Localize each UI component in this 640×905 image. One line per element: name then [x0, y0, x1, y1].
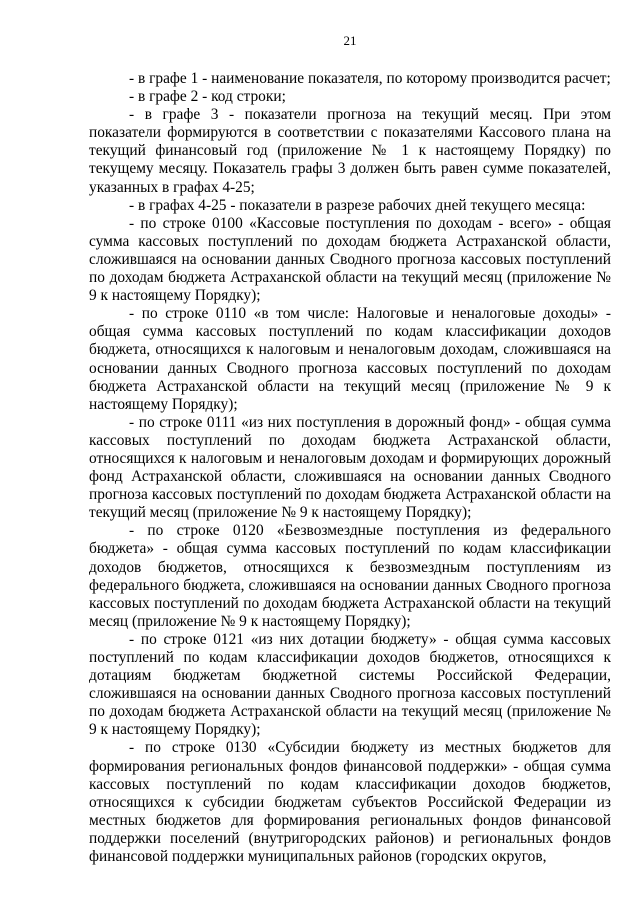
paragraph-column-1: - в графе 1 - наименование показателя, по которому производится расчет; — [129, 70, 611, 87]
paragraph-row-0110: - по строке 0110 «в том числе: Налоговые и неналоговые доходы» - общая сумма кассовых поступлений по кодам классификации доходов бюджета, относящихся к налоговым и неналоговым доходам, сложившаяся на основании данных Сводного прогноза кассовых поступлений по доходам бюджета Астраханской области на текущий месяц (приложение № 9 к настоящему Порядку); — [89, 305, 611, 413]
paragraph-row-0120: - по строке 0120 «Безвозмездные поступления из федерального бюджета» - общая сумма кассовых поступлений по кодам классификации доходов бюджетов, относящихся к безвозмездным поступлениям из федерального бюджета, сложившаяся на основании данных Сводного прогноза кассовых поступлений по доходам бюджета Астраханской области на текущий месяц (приложение № 9 к настоящему Порядку); — [89, 522, 611, 630]
paragraph-row-0111: - по строке 0111 «из них поступления в дорожный фонд» - общая сумма кассовых поступлений по доходам бюджета Астраханской области, относящихся к налоговым и неналоговым доходам и формирующих дорожный фонд Астраханской области, сложившаяся на основании данных Сводного прогноза кассовых поступлений по доходам бюджета Астраханской области на текущий месяц (приложение № 9 к настоящему Порядку); — [89, 413, 611, 522]
paragraph-column-2: - в графе 2 - код строки; — [129, 88, 286, 106]
paragraph-row-0121: - по строке 0121 «из них дотации бюджету» - общая сумма кассовых поступлений по кодам классификации доходов бюджетов, относящихся к дотациям бюджетам бюджетной системы Российской Федерации, сложившаяся на основании данных Сводного прогноза кассовых поступлений по доходам бюджета Астраханской области на текущий месяц (приложение № 9 к настоящему Порядку); — [89, 630, 611, 739]
paragraph-row-0100: - по строке 0100 «Кассовые поступления по доходам - всего» - общая сумма кассовых поступлений по доходам бюджета Астраханской области, сложившаяся на основании данных Сводного прогноза кассовых поступлений по доходам бюджета Астраханской области на текущий месяц (приложение № 9 к настоящему Порядку); — [89, 214, 611, 305]
paragraph-columns-4-25: - в графах 4-25 - показатели в разрезе рабочих дней текущего месяца: — [129, 196, 586, 214]
paragraph-column-3: - в графе 3 - показатели прогноза на текущий месяц. При этом показатели формируются в соответствии с показателями Кассового плана на текущий финансовый год (приложение № 1 к настоящему Порядку) по текущему месяцу. Показатель графы 3 должен быть равен сумме показателей, указанных в графах 4-25; — [89, 106, 611, 196]
paragraph-row-0130: - по строке 0130 «Субсидии бюджету из местных бюджетов для формирования региональных фондов финансовой поддержки» - общая сумма кассовых поступлений по кодам классификации доходов бюджетов, относящихся к субсидии бюджетам субъектов Российской Федерации из местных бюджетов для формирования региональных фондов финансовой поддержки поселений (внутригородских районов) и региональных фондов финансовой поддержки муниципальных районов (городских округов, — [89, 739, 611, 866]
page-number: 21 — [343, 33, 357, 48]
document-page — [89, 32, 611, 866]
